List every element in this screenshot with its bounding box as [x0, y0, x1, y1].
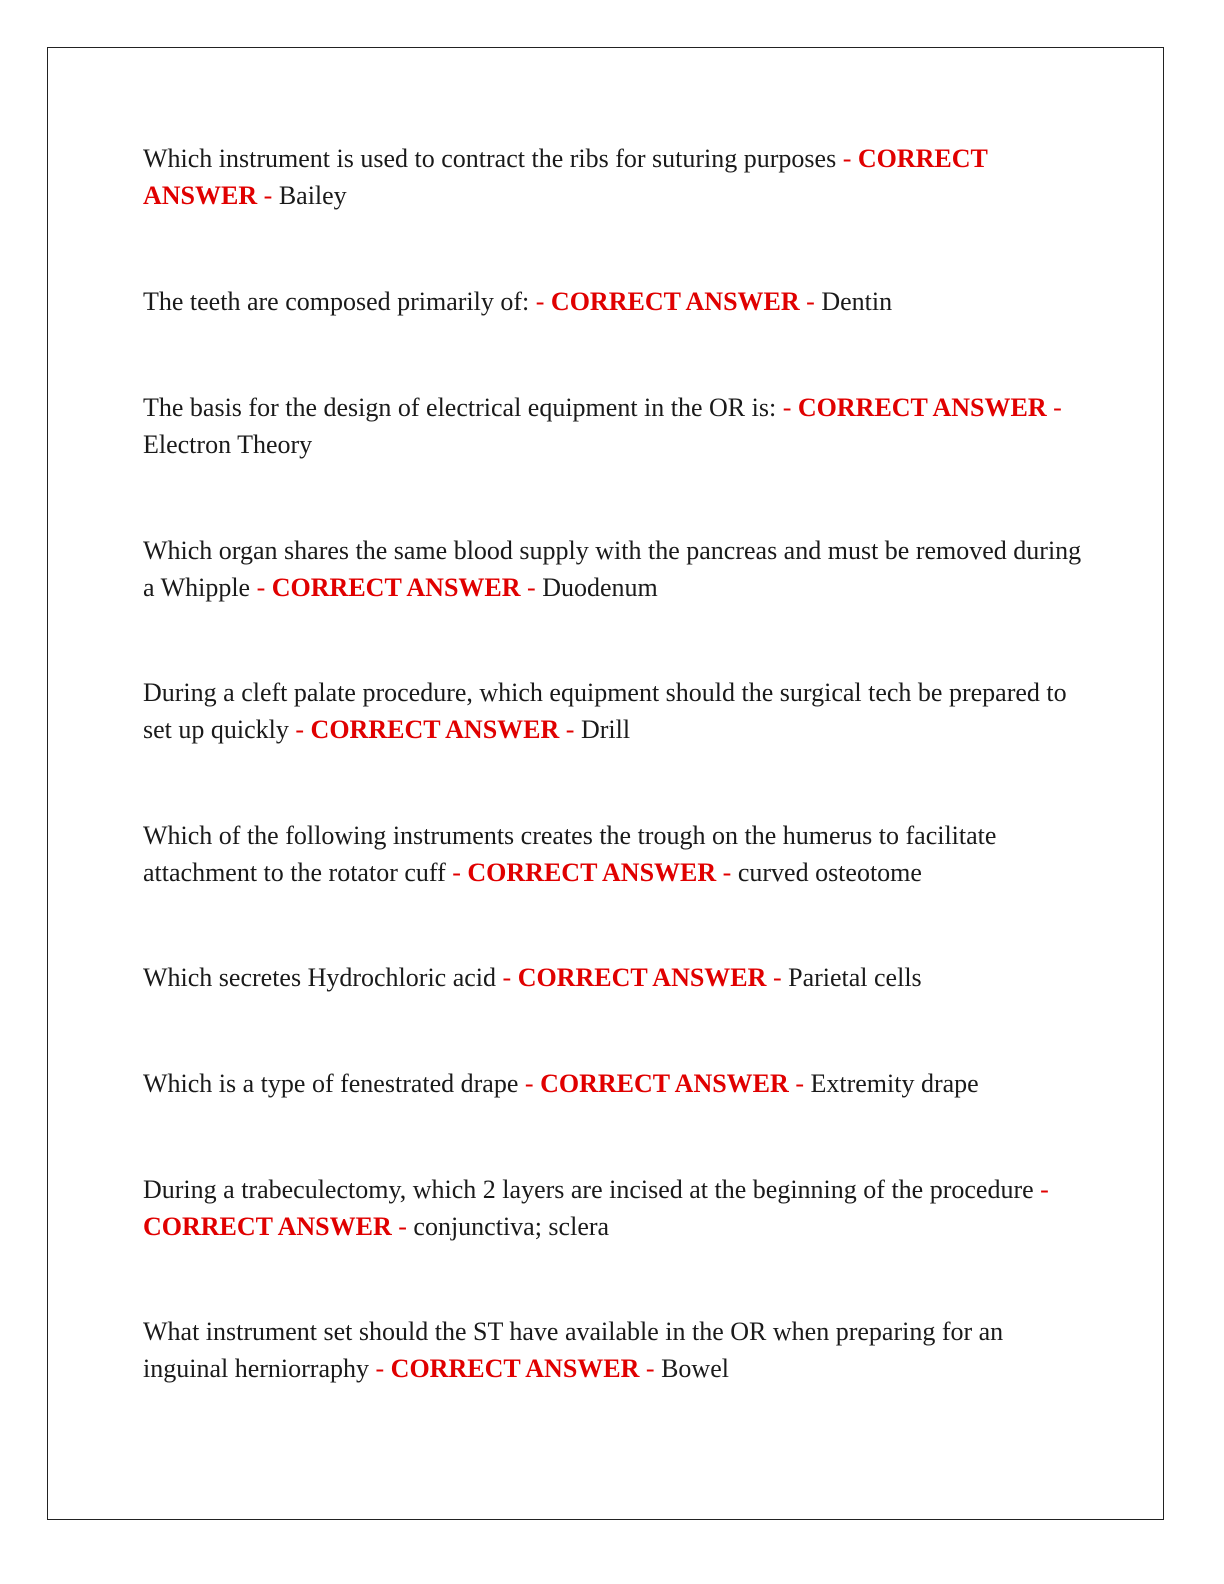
- separator: -: [527, 573, 536, 602]
- answer-text: Dentin: [821, 287, 893, 316]
- qa-item: [143, 674, 1083, 748]
- question-text: The basis for the design of electrical equipment in the OR is:: [143, 393, 777, 422]
- separator: -: [256, 573, 266, 602]
- correct-answer-label: CORRECT ANSWER: [797, 393, 1047, 422]
- answer-text: Duodenum: [542, 573, 658, 602]
- qa-item: [143, 1065, 1083, 1102]
- qa-item: [143, 959, 1083, 996]
- question-text: Which is a type of fenestrated drape: [143, 1069, 519, 1098]
- separator: -: [535, 287, 545, 316]
- correct-answer-label: CORRECT ANSWER: [143, 1212, 392, 1241]
- answer-text: Extremity drape: [810, 1069, 979, 1098]
- answer-text: curved osteotome: [737, 858, 922, 887]
- separator: -: [795, 1069, 804, 1098]
- qa-item: [143, 389, 1083, 463]
- correct-answer-label: CORRECT ANSWER: [550, 287, 800, 316]
- separator: -: [782, 393, 792, 422]
- separator: -: [524, 1069, 534, 1098]
- answer-text: conjunctiva; sclera: [413, 1212, 610, 1241]
- answer-text: Parietal cells: [788, 963, 922, 992]
- separator: -: [295, 715, 305, 744]
- question-text: Which of the following instruments creates the trough on the humerus to facilitate attachment to the rotator cuff: [143, 821, 997, 887]
- correct-answer-label: CORRECT ANSWER: [143, 144, 988, 210]
- answer-text: Bailey: [278, 181, 347, 210]
- correct-answer-label: CORRECT ANSWER: [271, 573, 521, 602]
- qa-item: [143, 140, 1083, 214]
- correct-answer-label: CORRECT ANSWER: [540, 1069, 789, 1098]
- answer-text: Drill: [580, 715, 631, 744]
- separator: -: [452, 858, 461, 887]
- answer-text: Bowel: [661, 1354, 729, 1383]
- page-border: [47, 47, 1164, 1520]
- separator: -: [263, 181, 273, 210]
- qa-item: [143, 1171, 1083, 1245]
- separator: -: [772, 963, 782, 992]
- qa-item: [143, 532, 1083, 606]
- separator: -: [722, 858, 732, 887]
- separator: -: [398, 1212, 407, 1241]
- question-text: Which secretes Hydrochloric acid: [143, 963, 497, 992]
- qa-item: [143, 283, 1083, 320]
- separator: -: [375, 1354, 385, 1383]
- question-text: The teeth are composed primarily of:: [143, 287, 530, 316]
- correct-answer-label: CORRECT ANSWER: [467, 858, 717, 887]
- qa-item: [143, 817, 1083, 891]
- question-text: Which instrument is used to contract the ribs for suturing purposes: [143, 144, 837, 173]
- answer-text: Electron Theory: [143, 430, 313, 459]
- separator: -: [645, 1354, 655, 1383]
- qa-item: [143, 1313, 1083, 1387]
- separator: -: [842, 144, 852, 173]
- separator: -: [1053, 393, 1062, 422]
- separator: -: [502, 963, 512, 992]
- correct-answer-label: CORRECT ANSWER: [310, 715, 560, 744]
- question-text: Which organ shares the same blood supply with the pancreas and must be removed during a Whipple: [143, 536, 1082, 602]
- correct-answer-label: CORRECT ANSWER: [517, 963, 767, 992]
- separator: -: [806, 287, 815, 316]
- question-text: During a trabeculectomy, which 2 layers are incised at the beginning of the procedure: [143, 1175, 1034, 1204]
- correct-answer-label: CORRECT ANSWER: [390, 1354, 640, 1383]
- question-text: What instrument set should the ST have available in the OR when preparing for an inguinal herniorraphy: [143, 1317, 1004, 1383]
- separator: -: [1040, 1175, 1049, 1204]
- question-text: During a cleft palate procedure, which equipment should the surgical tech be prepared to set up quickly: [143, 678, 1067, 744]
- separator: -: [565, 715, 575, 744]
